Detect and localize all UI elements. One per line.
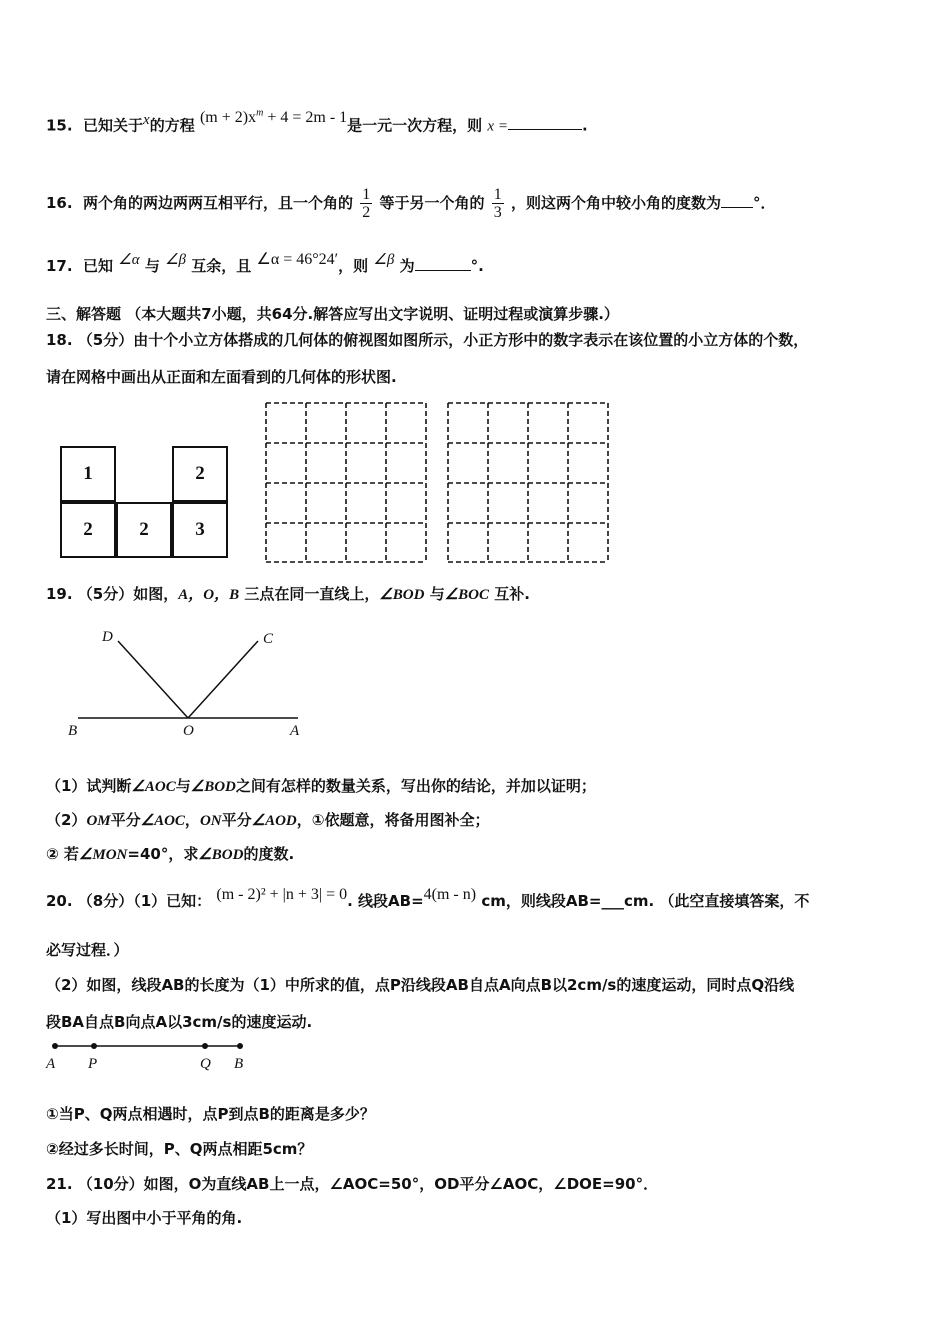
label-O: O [183, 723, 194, 739]
ray-OD [118, 641, 188, 718]
label-B: B [234, 1056, 244, 1072]
question-21-line2: （1）写出图中小于平角的角. [46, 1209, 243, 1227]
grid-cell: 2 [60, 502, 116, 558]
label-B: B [68, 723, 78, 739]
point-Q [202, 1043, 208, 1049]
question-15: 15. 已知关于x的方程 $(m + 2)x^m + 4 = 2m - 1$是一元一次方程，则 x = . [46, 108, 588, 135]
answer-blank-16[interactable] [721, 193, 753, 208]
fraction-one-half: $\frac{1}{2}$ [362, 186, 371, 221]
grid-cell: 2 [172, 446, 228, 502]
question-21-line1: 21. （10分）如图，O为直线AB上一点，∠AOC=50°，OD平分∠AOC，∠DOE=90°． [46, 1175, 659, 1193]
grid-cell: 1 [60, 446, 116, 502]
ray-OC [188, 641, 258, 718]
question-19-part1: （1）试判断∠AOC与∠BOD之间有怎样的数量关系，写出你的结论，并加以证明； [46, 777, 596, 795]
answer-blank-17[interactable] [415, 256, 471, 271]
label-C: C [263, 631, 274, 647]
question-20-line2: 必写过程．） [46, 941, 129, 959]
section-heading: 三、解答题 （本大题共7小题，共64分.解答应写出文字说明、证明过程或演算步骤.） [46, 305, 619, 323]
question-18-line2: 请在网格中画出从正面和左面看到的几何体的形状图. [46, 368, 397, 386]
point-A [52, 1043, 58, 1049]
label-P: P [88, 1056, 98, 1072]
segment-figure-20 [40, 1038, 260, 1078]
left-view-answer-grid[interactable] [446, 402, 610, 564]
question-20-line3: （2）如图，线段AB的长度为（1）中所求的值，点P沿线段AB自点A向点B以2cm/s的速度运动，同时点Q沿线 [46, 976, 795, 994]
label-Q: Q [200, 1056, 211, 1072]
front-view-answer-grid[interactable] [264, 402, 428, 564]
question-16: 16. 两个角的两边两两互相平行，且一个角的 $\frac{1}{2}$ 等于另一个角的 $\frac{1}{3}$ ，则这两个角中较小角的度数为 °． [46, 186, 776, 221]
grid-cell: 2 [116, 502, 172, 558]
question-20-line4: 段BA自点B向点A以3cm/s的速度运动. [46, 1013, 313, 1031]
angle-figure-19 [60, 625, 320, 745]
fraction-one-third: $\frac{1}{3}$ [493, 186, 502, 221]
label-A: A [46, 1056, 56, 1072]
point-B [237, 1043, 243, 1049]
answer-blank-15[interactable] [508, 115, 582, 130]
question-19-part2: （2）OM平分∠AOC，ON平分∠AOD，①依题意，将备用图补全； [46, 811, 490, 829]
question-20-sub1: ①当P、Q两点相遇时，点P到点B的距离是多少？ [46, 1105, 375, 1123]
question-20-sub2: ②经过多长时间，P、Q两点相距5cm？ [46, 1140, 313, 1158]
question-20-line1: 20. （8分）（1）已知： (m - 2)² + |n + 3| = 0. 线段AB=4(m - n) cm，则线段AB=___cm. （此空直接填答案，不 [46, 886, 810, 910]
question-18-line1: 18. （5分）由十个小立方体搭成的几何体的俯视图如图所示，小正方形中的数字表示在该位置的小立方体的个数， [46, 331, 809, 349]
grid-cell: 3 [172, 502, 228, 558]
question-19-part3: ② 若∠MON=40°，求∠BOD的度数. [46, 845, 295, 863]
point-P [91, 1043, 97, 1049]
label-A: A [290, 723, 300, 739]
question-19-intro: 19. （5分）如图，A，O，B 三点在同一直线上，∠BOD 与∠BOC 互补. [46, 585, 530, 603]
question-17: 17. 已知 ∠α 与 ∠β 互余，且 ∠α = 46°24′，则 ∠β 为 °. [46, 251, 484, 275]
label-D: D [102, 629, 113, 645]
